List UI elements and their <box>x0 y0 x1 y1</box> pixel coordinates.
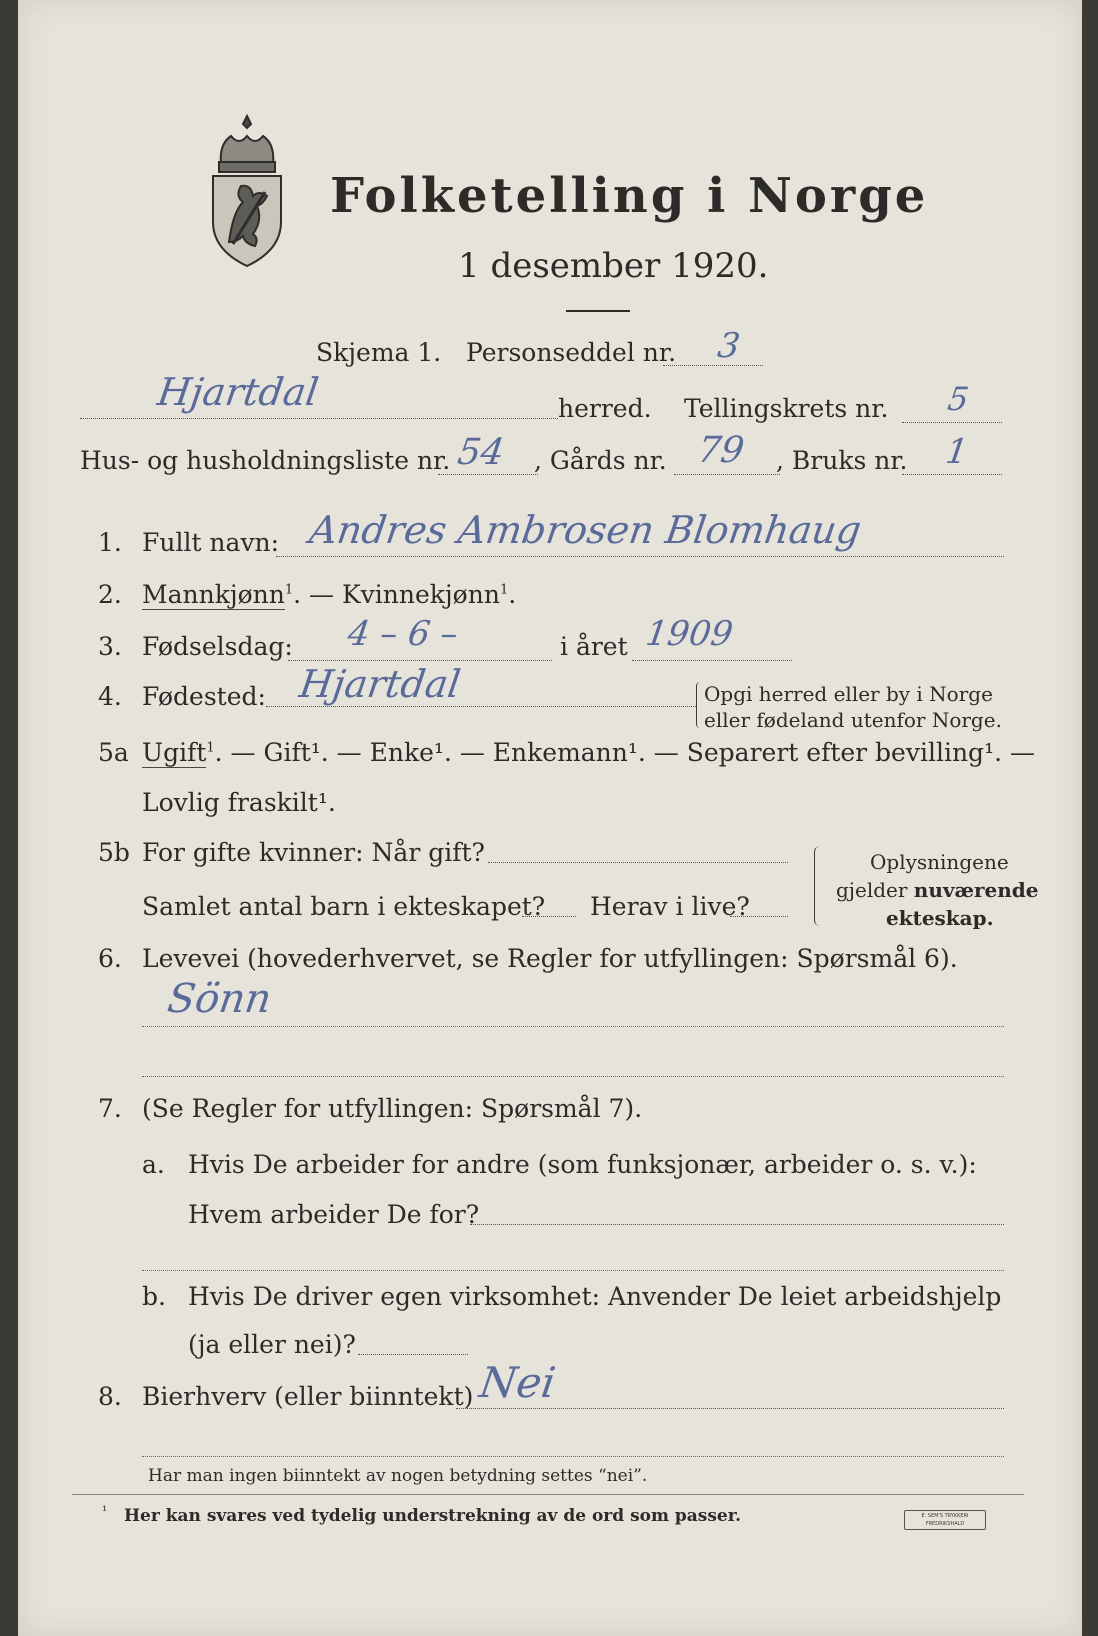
q2-options: Mannkjønn$^1$. — Kvinnekjønn$^1$. <box>142 580 517 609</box>
full-name-value: Andres Ambrosen Blomhaug <box>306 508 864 552</box>
option-male[interactable]: Mannkjønn <box>142 580 285 609</box>
q6-label: Levevei (hovederhvervet, se Regler for utfyllingen: Spørsmål 6). <box>142 944 958 973</box>
bruks-value: 1 <box>943 432 971 472</box>
birthday-field[interactable] <box>288 660 552 661</box>
census-form-sheet <box>18 0 1082 1636</box>
married-when-field[interactable] <box>488 862 788 863</box>
side-income-field[interactable] <box>456 1408 1004 1409</box>
husliste-label: Hus- og husholdningsliste nr. <box>80 446 451 475</box>
option-female[interactable]: Kvinnekjønn <box>341 580 500 609</box>
norwegian-coat-of-arms-icon <box>203 112 291 268</box>
herred-field[interactable] <box>80 418 558 419</box>
schema-label: Skjema 1. <box>316 338 442 367</box>
q1-number: 1. <box>98 528 122 557</box>
q5b-note-bracket <box>814 846 823 926</box>
full-name-field[interactable] <box>276 556 1004 557</box>
employer-line-2[interactable] <box>142 1270 1004 1271</box>
q4-number: 4. <box>98 682 122 711</box>
q5b-note-line2 <box>836 878 1039 902</box>
q4-note-line2: eller fødeland utenfor Norge. <box>704 708 1002 732</box>
q7a-line2: Hvem arbeider De for? <box>188 1200 480 1229</box>
q5b-children-label: Samlet antal barn i ekteskapet? <box>142 892 546 921</box>
birthplace-field[interactable] <box>266 706 696 707</box>
occupation-line-1[interactable] <box>142 1026 1004 1027</box>
q7b-line1: Hvis De driver egen virksomhet: Anvender De leiet arbeidshjelp <box>188 1282 1002 1311</box>
side-income-value: Nei <box>476 1358 559 1407</box>
q5b-note-line3: ekteskap. <box>886 906 994 930</box>
q4-note-line1: Opgi herred eller by i Norge <box>704 682 993 706</box>
birth-year-field[interactable] <box>632 660 792 661</box>
q5a-number: 5a <box>98 738 129 767</box>
q3-label: Fødselsdag: <box>142 632 293 661</box>
q5a-line2[interactable]: Lovlig fraskilt¹. <box>142 788 336 817</box>
gards-label: , Gårds nr. <box>534 446 667 475</box>
gards-field[interactable] <box>674 474 780 475</box>
q5b-number: 5b <box>98 838 130 867</box>
footnote-mark: ¹ <box>102 1504 108 1519</box>
gards-value: 79 <box>695 430 747 471</box>
q4-note-bracket <box>696 682 703 728</box>
q6-number: 6. <box>98 944 122 973</box>
q1-label: Fullt navn: <box>142 528 280 557</box>
title-divider <box>566 310 630 312</box>
q8-number: 8. <box>98 1382 122 1411</box>
printer-stamp <box>904 1510 986 1530</box>
bruks-label: , Bruks nr. <box>776 446 908 475</box>
hired-help-field[interactable] <box>358 1354 468 1355</box>
q5a-other-options[interactable]: . — Gift¹. — Enke¹. — Enkemann¹. — Separert efter bevilling¹. — <box>214 738 1035 767</box>
q3-number: 3. <box>98 632 122 661</box>
q7-number: 7. <box>98 1094 122 1123</box>
tellingskrets-field[interactable] <box>902 422 1002 423</box>
birthday-value: 4 – 6 – <box>345 614 461 654</box>
bruks-field[interactable] <box>902 474 1002 475</box>
option-ugift[interactable]: Ugift <box>142 738 207 767</box>
q7b-line2: (ja eller nei)? <box>188 1330 356 1359</box>
q8-label: Bierhverv (eller biinntekt) <box>142 1382 474 1411</box>
q4-label: Fødested: <box>142 682 266 711</box>
herred-label: herred. <box>558 394 652 423</box>
personseddel-value: 3 <box>715 326 743 366</box>
footer-divider <box>72 1494 1024 1495</box>
q5b-note-nuvaerende: nuværende <box>913 878 1039 902</box>
q5b-note-line1: Oplysningene <box>870 850 1009 874</box>
q2-end: . <box>508 580 517 609</box>
occupation-value: Sönn <box>164 976 275 1022</box>
herred-value: Hjartdal <box>154 370 322 414</box>
birth-year-label: i året <box>560 632 628 661</box>
tellingskrets-label: Tellingskrets nr. <box>684 394 889 423</box>
q7a-line1: Hvis De arbeider for andre (som funksjonær, arbeider o. s. v.): <box>188 1150 977 1179</box>
children-total-field[interactable] <box>522 916 576 917</box>
q5b-note-gjelder: gjelder <box>836 878 914 902</box>
q7a-letter: a. <box>142 1150 165 1179</box>
personseddel-label: Personseddel nr. <box>466 338 677 367</box>
birth-year-value: 1909 <box>643 614 736 654</box>
husliste-value: 54 <box>455 432 507 473</box>
side-income-line-2[interactable] <box>142 1456 1004 1457</box>
q7-label: (Se Regler for utfyllingen: Spørsmål 7). <box>142 1094 643 1123</box>
q5b-alive-label: Herav i live? <box>590 892 750 921</box>
q2-number: 2. <box>98 580 122 609</box>
q7b-letter: b. <box>142 1282 166 1311</box>
q5a-options: Ugift$^1$. — Gift¹. — Enke¹. — Enkemann¹. — Separert efter bevilling¹. — <box>142 738 1035 767</box>
tellingskrets-value: 5 <box>945 380 972 418</box>
personseddel-field[interactable] <box>663 365 763 366</box>
q5b-line1: For gifte kvinner: Når gift? <box>142 838 485 867</box>
birthplace-value: Hjartdal <box>296 662 464 706</box>
form-title: Folketelling i Norge <box>330 168 929 224</box>
footnote-text: Her kan svares ved tydelig understrekning av de ord som passer. <box>124 1506 742 1526</box>
side-income-note: Har man ingen biinntekt av nogen betydning settes “nei”. <box>148 1466 648 1486</box>
husliste-field[interactable] <box>438 474 538 475</box>
census-date: 1 desember 1920. <box>458 246 769 286</box>
q2-separator: . — <box>293 580 342 609</box>
children-alive-field[interactable] <box>730 916 788 917</box>
employer-field[interactable] <box>470 1224 1004 1225</box>
printer-stamp-text: E. SEM'S TRYKKERI FREDRIKSHALD <box>921 1513 969 1527</box>
occupation-line-2[interactable] <box>142 1076 1004 1077</box>
